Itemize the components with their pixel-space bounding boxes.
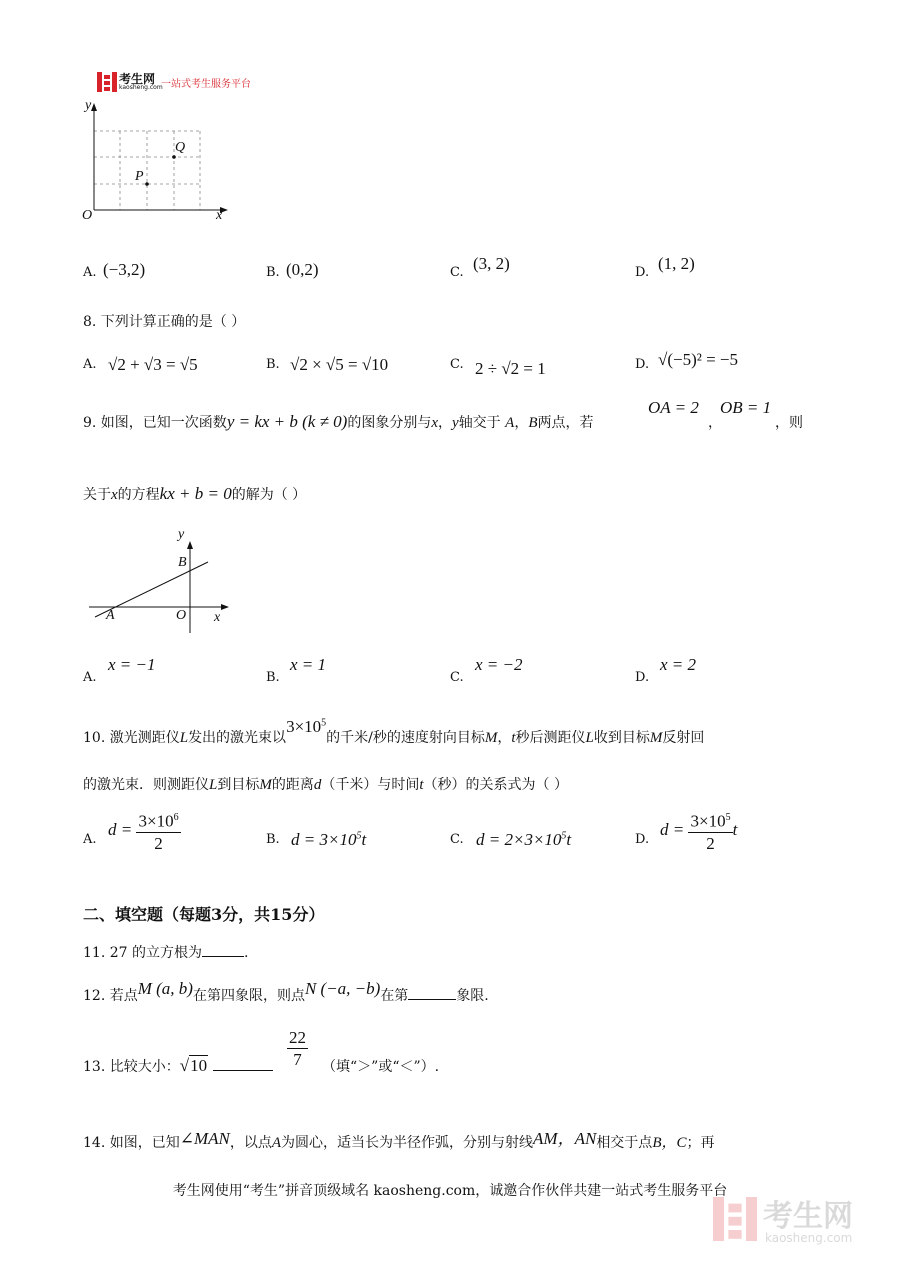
- q10-option-a: [108, 808, 181, 855]
- q9-fig-a-label: A: [106, 608, 115, 623]
- q10-option-a-letter: A.: [83, 832, 97, 847]
- q8-option-a: √2 + √3 = √5: [108, 355, 198, 374]
- q10-option-c: [476, 830, 571, 850]
- q7-option-c: (3, 2): [473, 254, 510, 273]
- q11-text: 11. 27 的立方根为: [83, 945, 202, 961]
- q7-option-a-letter: A.: [83, 265, 97, 280]
- q10-l2-c: 的距离: [271, 777, 314, 793]
- q10-line2: [83, 774, 568, 794]
- q14-rays: AM，AN: [533, 1129, 597, 1148]
- q10-option-c-letter: C.: [450, 832, 464, 847]
- q9-y-var: y: [452, 415, 459, 431]
- q14-c: 为圆心，适当长为半径作弧，分别与射线: [281, 1135, 534, 1151]
- q10-b-exp: 5: [356, 830, 362, 842]
- q10-l2-d: （千米）与时间: [321, 777, 420, 793]
- q13-answer-blank[interactable]: [213, 1056, 273, 1071]
- q7-option-b: (0,2): [286, 260, 319, 279]
- q9-axis-text: 轴交于: [458, 415, 501, 431]
- q9-line2: [83, 484, 306, 504]
- q9-sep3: ，: [708, 415, 722, 431]
- q9-fig-origin-label: O: [176, 608, 187, 623]
- section-2-title-c: 分）: [292, 905, 325, 924]
- q10-d-fraction: [688, 808, 732, 855]
- q9-fig-x-label: x: [214, 610, 221, 625]
- q10-a-lhs: d =: [108, 820, 133, 840]
- q7-origin-label: O: [82, 208, 93, 223]
- q11: [83, 942, 248, 962]
- q7-option-c-letter: C.: [450, 265, 464, 280]
- q9-ob: OB = 1: [720, 398, 772, 417]
- q9-fig-y-label: y: [178, 527, 185, 542]
- q14-A: A: [271, 1135, 282, 1151]
- q10-b-lhs: d = 3×10: [291, 830, 357, 849]
- q7-option-a: (−3,2): [103, 260, 146, 279]
- q10-l1-e: 收到目标: [593, 730, 650, 746]
- q11-end: .: [243, 945, 249, 961]
- q8-option-c: 2 ÷ √2 = 1: [475, 359, 546, 378]
- header-logo: [97, 72, 257, 94]
- q8-option-b-letter: B.: [266, 357, 280, 372]
- q10-c-lhs: d = 2×3×10: [476, 830, 562, 849]
- q9-line2-suffix: 的解为（ ）: [231, 487, 307, 503]
- q10-l2-a: 的激光束．则测距仪: [83, 777, 209, 793]
- q8-option-b: √2 × √5 = √10: [290, 355, 389, 374]
- q9-two-points: 两点，若: [537, 415, 594, 431]
- q9-fig-b-label: B: [178, 555, 187, 570]
- q7-q-label: Q: [175, 140, 186, 155]
- q9-sep2: ，: [514, 415, 529, 431]
- q10-l2-e: （秒）的关系式为（ ）: [423, 777, 568, 793]
- q7-option-b-letter: B.: [266, 265, 280, 280]
- q9-oa: OA = 2: [648, 398, 699, 417]
- q9-equation: kx + b = 0: [159, 484, 232, 503]
- q9-function: y = kx + b (k ≠ 0): [226, 412, 348, 431]
- q10-d-num: 3×10: [690, 811, 726, 831]
- q8-option-d-letter: D.: [635, 357, 650, 372]
- q10-a-num: 3×10: [138, 811, 174, 831]
- q10-option-b-letter: B.: [266, 832, 280, 847]
- q10-l1-d: 秒后测距仪: [515, 730, 586, 746]
- q9-point-a: A: [505, 415, 515, 431]
- q9-x-var: x: [431, 415, 439, 431]
- q14: [83, 1127, 714, 1152]
- q10-l1-f: 反射回: [662, 730, 705, 746]
- q12-answer-blank[interactable]: [408, 985, 456, 1000]
- q14-e: ；再: [686, 1135, 715, 1151]
- q10-comma: ，: [497, 730, 512, 746]
- q10-M: M: [484, 730, 498, 746]
- q10-l1-a: 10. 激光测距仪: [83, 730, 180, 746]
- q13-a: 13. 比较大小：: [83, 1059, 180, 1075]
- q10-L: L: [179, 730, 189, 746]
- q10-L2: L: [585, 730, 594, 746]
- q9-option-a-letter: A.: [83, 670, 97, 685]
- page-footer: 考生网使用“考生”拼音顶级域名 kaosheng.com，诚邀合作伙伴共建一站式考生服务平台: [172, 1183, 728, 1199]
- watermark: [713, 1191, 878, 1251]
- q10-option-d-letter: D.: [635, 832, 650, 847]
- q9-prefix: 9. 如图，已知一次函数: [83, 415, 227, 431]
- q7-y-label: y: [85, 98, 92, 113]
- q10-l2-b: 到目标: [217, 777, 260, 793]
- point-p: [145, 182, 149, 186]
- q13: [83, 1056, 273, 1076]
- q12-c: 在第: [380, 988, 409, 1004]
- q12: [83, 979, 489, 1005]
- q10-speed: [286, 717, 326, 736]
- q9-line2-x: x: [111, 487, 118, 503]
- q10-b-t: t: [361, 830, 367, 849]
- section-2-n1: 3: [211, 905, 223, 924]
- section-2-title-b: 分，共: [222, 905, 271, 924]
- q9-option-b-letter: B.: [266, 670, 280, 685]
- q9-option-c-letter: C.: [450, 670, 464, 685]
- q9-then: ，则: [775, 415, 803, 431]
- q10-d: d: [313, 777, 322, 793]
- q7-option-d: (1, 2): [658, 254, 695, 273]
- q13-sqrt: √10: [179, 1056, 208, 1075]
- watermark-domain: kaosheng.com: [765, 1231, 853, 1245]
- q10-M3: M: [259, 777, 272, 793]
- q10-a-fraction: [136, 808, 180, 855]
- q12-a: 12. 若点: [83, 988, 138, 1004]
- q10-option-d: [660, 808, 737, 855]
- q10-l1-b: 发出的激光束以: [188, 730, 287, 746]
- q10-l1-c: 的千米/秒的速度射向目标: [326, 730, 485, 746]
- q12-point-m: M (a, b): [137, 979, 193, 998]
- q8-option-d: √(−5)² = −5: [658, 350, 739, 369]
- logo-slogan: 一站式考生服务平台: [161, 79, 251, 90]
- q9-option-d: x = 2: [660, 655, 697, 674]
- q9-line1: [83, 412, 593, 432]
- q13-fraction: [287, 1028, 308, 1071]
- q8-stem: 8. 下列计算正确的是（ ）: [83, 314, 246, 330]
- q9-point-b: B: [528, 415, 538, 431]
- q14-d: 相交于点: [596, 1135, 653, 1151]
- q9-line2-prefix: 关于: [83, 487, 111, 503]
- q13-frac-num: 22: [289, 1028, 306, 1047]
- q10-d-exp: 5: [725, 812, 731, 823]
- q10-d-t: t: [732, 820, 738, 840]
- q10-speed-base: 3×10: [286, 717, 322, 736]
- section-2-heading: [83, 902, 324, 925]
- section-2-title-a: 二、填空题（每题: [83, 905, 212, 924]
- q10-c-exp: 5: [561, 830, 567, 842]
- q12-b: 在第四象限，则点: [192, 988, 305, 1004]
- q7-option-d-letter: D.: [635, 265, 650, 280]
- q9-mid: 的图象分别与: [347, 415, 432, 431]
- watermark-name: 考生网: [763, 1199, 853, 1234]
- q13-b: （填“＞”或“＜”）.: [322, 1059, 440, 1075]
- q9-option-b: x = 1: [290, 655, 327, 674]
- q14-a: 14. 如图，已知: [83, 1135, 180, 1151]
- q8-option-a-letter: A.: [83, 357, 97, 372]
- logo-mark-icon: [97, 72, 117, 92]
- q14-angle: ∠MAN: [179, 1129, 230, 1148]
- q7-p-label: P: [135, 169, 144, 184]
- q12-d: 象限.: [456, 988, 489, 1004]
- q12-point-n: N (−a, −b): [304, 979, 381, 998]
- q10-t: t: [511, 730, 516, 746]
- logo-name: 考生网: [119, 72, 156, 86]
- watermark-logo-icon: [713, 1197, 757, 1241]
- q10-a-exp: 6: [173, 812, 179, 823]
- q11-answer-blank[interactable]: [202, 942, 244, 957]
- q10-option-b: [291, 830, 366, 850]
- q9-option-c: x = −2: [475, 655, 523, 674]
- q14-BC: B，C: [652, 1135, 687, 1151]
- q10-speed-exp: 5: [321, 717, 327, 729]
- q10-M2: M: [649, 730, 663, 746]
- q10-t2: t: [419, 777, 424, 793]
- q9-sep: ，: [438, 415, 453, 431]
- q9-option-a: x = −1: [108, 655, 156, 674]
- q9-option-d-letter: D.: [635, 670, 650, 685]
- q10-d-den: 2: [706, 833, 715, 853]
- q10-L3: L: [209, 777, 218, 793]
- q10-d-lhs: d =: [660, 820, 685, 840]
- q9-line2-mid: 的方程: [117, 487, 160, 503]
- q10-a-den: 2: [154, 833, 163, 853]
- q13-frac-den: 7: [293, 1050, 302, 1069]
- logo-domain: kaosheng.com: [119, 84, 163, 91]
- q7-x-label: x: [216, 208, 223, 223]
- q13-sqrt-value: 10: [190, 1056, 208, 1075]
- q10-c-t: t: [566, 830, 572, 849]
- q8-option-c-letter: C.: [450, 357, 464, 372]
- section-2-n2: 15: [270, 905, 293, 924]
- q14-b: ，以点: [229, 1135, 272, 1151]
- q7-grid-figure: [78, 100, 238, 230]
